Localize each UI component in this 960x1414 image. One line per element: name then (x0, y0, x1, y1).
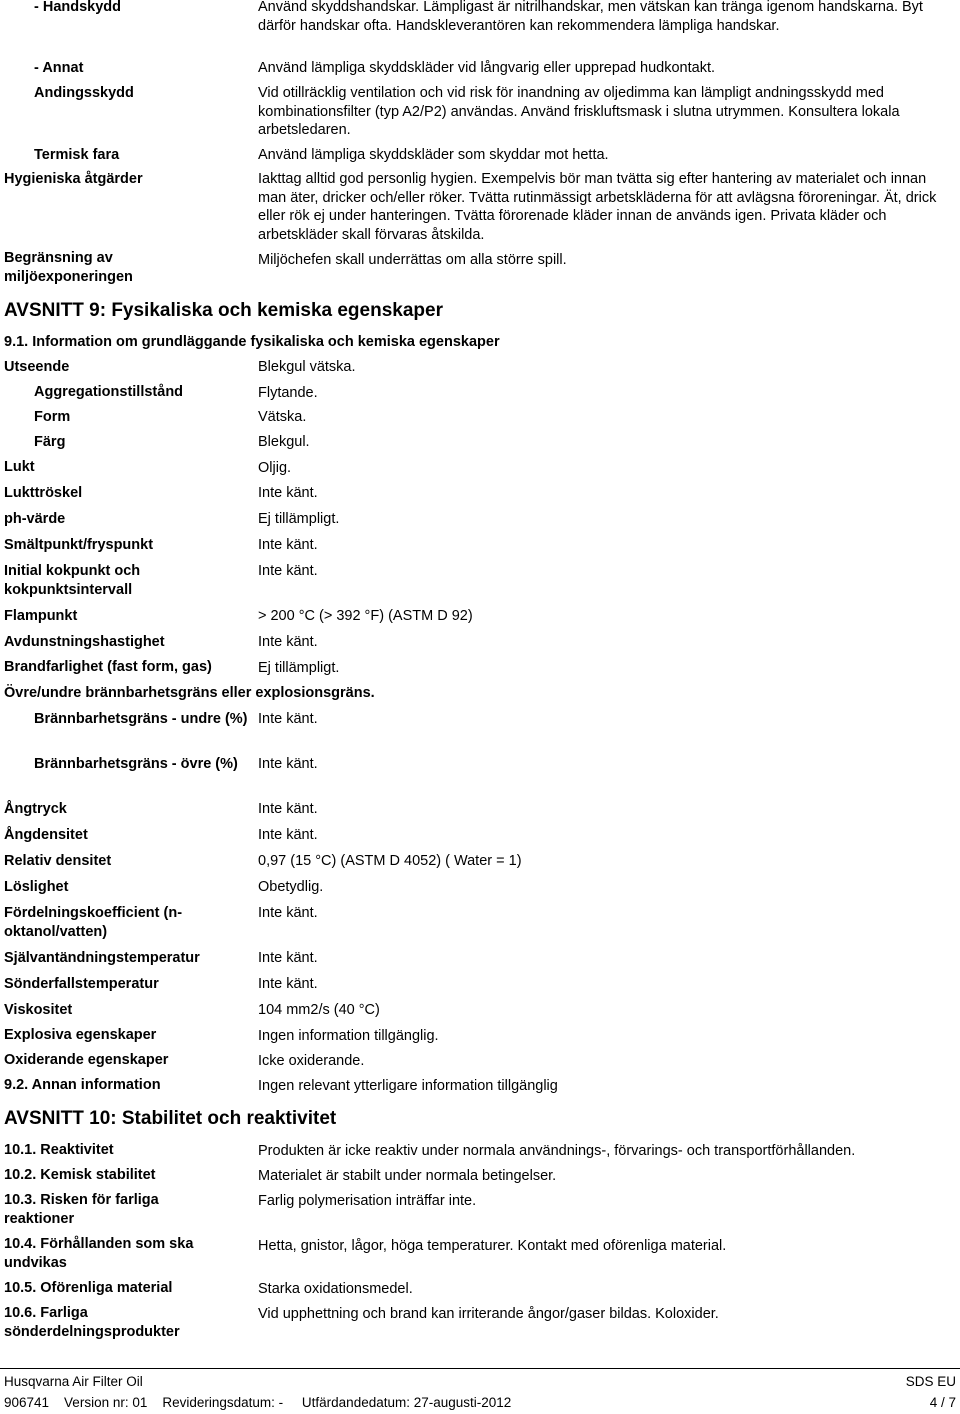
footer-doc-type: SDS EU (905, 1374, 956, 1389)
brandfarlighet-value: Ej tillämpligt. (258, 660, 340, 676)
kemisk-stabilitet-value: Materialet är stabilt under normala betingelser. (258, 1168, 557, 1184)
utseende-value: Blekgul vätska. (258, 359, 356, 375)
lukt-value: Oljig. (258, 460, 292, 476)
handskydd-text: Använd skyddshandskar. Lämpligast är nitrilhandskar, men vätskan kan tränga igenom handskarna. Byt därför handskar ofta. Handskleverantören kan rekommendera lämpliga handskar. (258, 0, 923, 34)
viskositet-label: Viskositet (4, 1002, 73, 1018)
avdunstning-label: Avdunstningshastighet (4, 634, 165, 650)
sonderdelning-value: Vid upphettning och brand kan irriterande ångor/gaser bildas. Koloxider. (258, 1306, 719, 1322)
sjalvantandning-label: Självantändningstemperatur (4, 950, 200, 966)
annat-label: - Annat (34, 60, 84, 76)
loslighet-label: Löslighet (4, 879, 69, 895)
lukttroskel-value: Inte känt. (258, 485, 318, 501)
brandfarlighet-label: Brandfarlighet (fast form, gas) (4, 659, 212, 675)
loslighet-value: Obetydlig. (258, 879, 324, 895)
annat-text: Använd lämpliga skyddskläder vid långvarig eller upprepad hudkontakt. (258, 60, 716, 76)
brannbarhet-undre-value: Inte känt. (258, 711, 318, 727)
relativ-densitet-label: Relativ densitet (4, 853, 112, 869)
ph-value: Ej tillämpligt. (258, 511, 340, 527)
oxiderande-value: Icke oxiderande. (258, 1053, 365, 1069)
brannbarhet-ovre-label: Brännbarhetsgräns - övre (%) (34, 756, 238, 772)
oxiderande-label: Oxiderande egenskaper (4, 1052, 169, 1068)
andningsskydd-label: Andingsskydd (34, 85, 134, 101)
farliga-reaktioner-label: 10.3. Risken för farliga reaktioner (4, 1192, 159, 1227)
hygieniska-label: Hygieniska åtgärder (4, 171, 143, 187)
termisk-fara-label: Termisk fara (34, 147, 120, 163)
form-value: Vätska. (258, 409, 307, 425)
fordelningskoefficient-value: Inte känt. (258, 905, 318, 921)
flampunkt-value: > 200 °C (> 392 °F) (ASTM D 92) (258, 608, 473, 624)
viskositet-value: 104 mm2/s (40 °C) (258, 1002, 380, 1018)
kemisk-stabilitet-label: 10.2. Kemisk stabilitet (4, 1167, 156, 1183)
sonderfall-value: Inte känt. (258, 976, 318, 992)
avdunstning-value: Inte känt. (258, 634, 318, 650)
sonderfall-label: Sönderfallstemperatur (4, 976, 159, 992)
oforenliga-material-label: 10.5. Oförenliga material (4, 1280, 173, 1296)
andningsskydd-text: Vid otillräcklig ventilation och vid risk för inandning av oljedimma kan lämpligt andningsskydd med kombinationsfilter (typ A2/P2) användas. Använd friskluftsmask i slutna utrymmen. Konsultera lokala arbetsledaren. (258, 85, 900, 138)
kokpunkt-value: Inte känt. (258, 563, 318, 579)
forhallanden-value: Hetta, gnistor, lågor, höga temperaturer. Kontakt med oförenliga material. (258, 1238, 727, 1254)
kokpunkt-label: Initial kokpunkt och kokpunktsintervall (4, 563, 141, 598)
farliga-reaktioner-value: Farlig polymerisation inträffar inte. (258, 1193, 477, 1209)
hygieniska-text: Iakttag alltid god personlig hygien. Exempelvis bör man tvätta sig efter hantering av materialet och innan man äter, dricker och/eller röker. Tvätta rutinmässigt arbetskläderna för att avlägsna föroreningar. Ät, drick eller rök ej under hanteringen. Tvätta förorenade kläder innan de används igen. Privata kläder och arbetskläder skall förvaras åtskilda. (258, 171, 937, 243)
lukttroskel-label: Lukttröskel (4, 485, 83, 501)
angdensitet-value: Inte känt. (258, 827, 318, 843)
smaltpunkt-label: Smältpunkt/fryspunkt (4, 537, 154, 553)
flampunkt-label: Flampunkt (4, 608, 78, 624)
oforenliga-material-value: Starka oxidationsmedel. (258, 1281, 413, 1297)
footer-document-meta: 906741 Version nr: 01 Revideringsdatum: - Utfärdandedatum: 27-augusti-2012 (4, 1395, 512, 1410)
explosionsgrans-heading: Övre/undre brännbarhetsgräns eller explosionsgräns. (4, 685, 375, 701)
miljoexponering-label: Begränsning av miljöexponeringen (4, 250, 133, 285)
section-10-title: AVSNITT 10: Stabilitet och reaktivitet (4, 1108, 337, 1129)
angtryck-label: Ångtryck (4, 801, 67, 817)
utseende-label: Utseende (4, 359, 70, 375)
sjalvantandning-value: Inte känt. (258, 950, 318, 966)
angtryck-value: Inte känt. (258, 801, 318, 817)
annan-information-label: 9.2. Annan information (4, 1077, 161, 1093)
miljoexponering-text: Miljöchefen skall underrättas om alla större spill. (258, 252, 567, 268)
forhallanden-label: 10.4. Förhållanden som ska undvikas (4, 1236, 194, 1271)
annan-information-value: Ingen relevant ytterligare information tillgänglig (258, 1078, 558, 1094)
brannbarhet-ovre-value: Inte känt. (258, 756, 318, 772)
explosiva-label: Explosiva egenskaper (4, 1027, 157, 1043)
aggregation-value: Flytande. (258, 385, 318, 401)
farg-label: Färg (34, 434, 66, 450)
brannbarhet-undre-label: Brännbarhetsgräns - undre (%) (34, 711, 248, 727)
fordelningskoefficient-label: Fördelningskoefficient (n-oktanol/vatten) (4, 905, 183, 940)
form-label: Form (34, 409, 71, 425)
footer-product-name: Husqvarna Air Filter Oil (4, 1374, 143, 1389)
footer-divider (0, 1368, 960, 1369)
reaktivitet-label: 10.1. Reaktivitet (4, 1142, 114, 1158)
relativ-densitet-value: 0,97 (15 °C) (ASTM D 4052) ( Water = 1) (258, 853, 522, 869)
explosiva-value: Ingen information tillgänglig. (258, 1028, 439, 1044)
footer-page-number: 4 / 7 (929, 1395, 956, 1410)
angdensitet-label: Ångdensitet (4, 827, 88, 843)
termisk-fara-text: Använd lämpliga skyddskläder som skyddar mot hetta. (258, 147, 609, 163)
aggregation-label: Aggregationstillstånd (34, 384, 184, 400)
farg-value: Blekgul. (258, 434, 310, 450)
section-9-1-heading: 9.1. Information om grundläggande fysikaliska och kemiska egenskaper (4, 334, 500, 350)
smaltpunkt-value: Inte känt. (258, 537, 318, 553)
reaktivitet-value: Produkten är icke reaktiv under normala användnings-, förvarings- och transportförhållanden. (258, 1143, 856, 1159)
sonderdelning-label: 10.6. Farliga sönderdelningsprodukter (4, 1305, 180, 1340)
handskydd-label: - Handskydd (34, 0, 122, 15)
ph-label: ph-värde (4, 511, 66, 527)
lukt-label: Lukt (4, 459, 35, 475)
section-9-title: AVSNITT 9: Fysikaliska och kemiska egenskaper (4, 300, 443, 321)
